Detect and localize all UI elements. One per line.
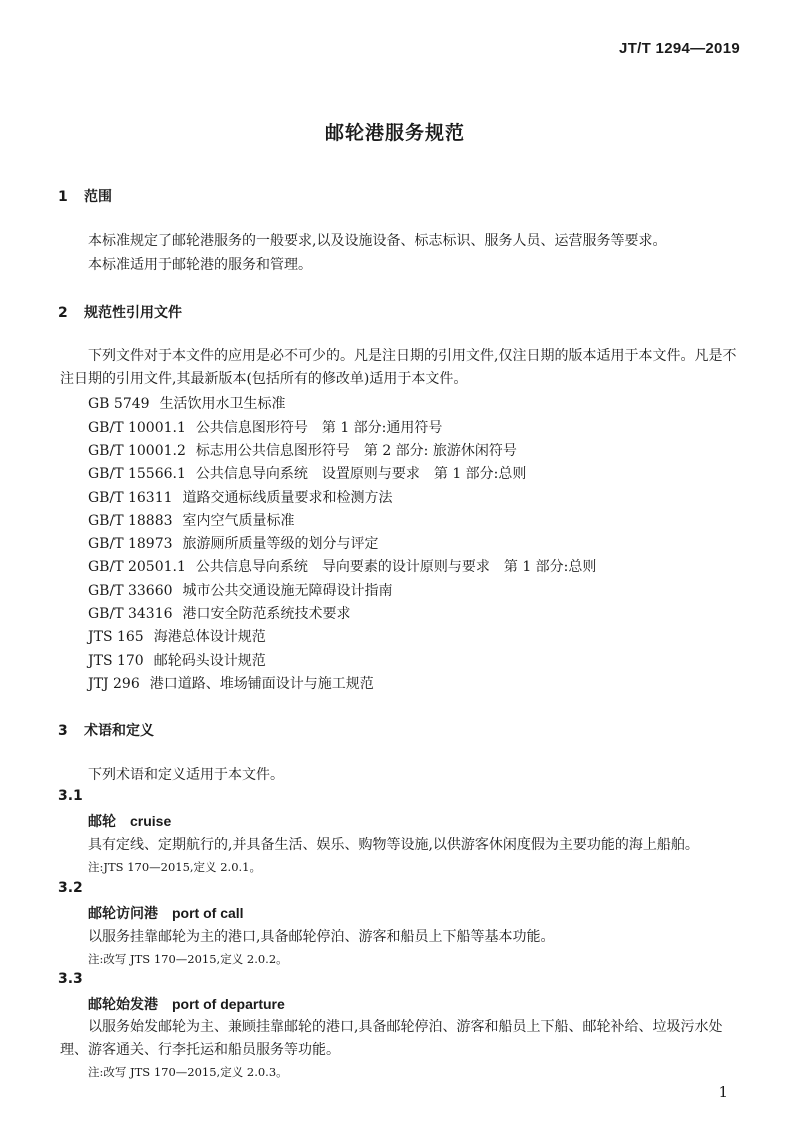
- paragraph: 本标准适用于邮轮港的服务和管理。: [88, 257, 312, 273]
- reference-item: [88, 673, 374, 693]
- term-definition: 以服务挂靠邮轮为主的港口,具备邮轮停泊、游客和船员上下船等基本功能。: [88, 929, 555, 945]
- section-title: 规范性引用文件: [84, 305, 182, 321]
- reference-code: GB/T 16311: [88, 490, 173, 506]
- paragraph: 下列术语和定义适用于本文件。: [88, 767, 284, 783]
- section-2-heading: [58, 302, 182, 322]
- reference-title: 城市公共交通设施无障碍设计指南: [182, 583, 393, 599]
- document-title: 邮轮港服务规范: [324, 122, 465, 144]
- term-zh: 邮轮: [88, 814, 116, 830]
- reference-code: GB/T 34316: [88, 606, 173, 622]
- reference-item: [88, 417, 442, 437]
- section-title: 范围: [84, 189, 112, 205]
- reference-title: 邮轮码头设计规范: [153, 653, 266, 669]
- reference-title: 公共信息导向系统 设置原则与要求 第 1 部分:总则: [195, 466, 527, 482]
- reference-title: 海港总体设计规范: [153, 629, 266, 645]
- reference-title: 公共信息图形符号 第 1 部分:通用符号: [195, 420, 443, 436]
- reference-code: GB/T 10001.1: [88, 420, 186, 436]
- term-note: 注:改写 JTS 170—2015,定义 2.0.3。: [88, 1065, 288, 1079]
- section-number: 1: [58, 189, 68, 205]
- reference-title: 生活饮用水卫生标准: [159, 396, 286, 412]
- term-en: cruise: [130, 813, 172, 829]
- standard-code: JT/T 1294—2019: [619, 40, 740, 57]
- reference-title: 标志用公共信息图形符号 第 2 部分: 旅游休闲符号: [195, 443, 517, 459]
- reference-code: JTS 165: [88, 629, 144, 645]
- section-title: 术语和定义: [84, 723, 154, 739]
- reference-code: JTJ 296: [88, 676, 140, 692]
- reference-item: [88, 463, 526, 483]
- reference-code: GB 5749: [88, 396, 150, 412]
- term-name: [88, 903, 244, 923]
- reference-code: JTS 170: [88, 653, 144, 669]
- reference-title: 公共信息导向系统 导向要素的设计原则与要求 第 1 部分:总则: [195, 559, 597, 575]
- term-name: [88, 811, 171, 831]
- reference-title: 港口安全防范系统技术要求: [182, 606, 351, 622]
- reference-title: 道路交通标线质量要求和检测方法: [182, 490, 393, 506]
- reference-item: [88, 510, 295, 530]
- term-en: port of departure: [172, 996, 285, 1012]
- term-zh: 邮轮访问港: [88, 906, 158, 922]
- term-en: port of call: [172, 905, 244, 921]
- reference-title: 室内空气质量标准: [182, 513, 295, 529]
- section-3-heading: [58, 720, 154, 740]
- reference-item: [88, 440, 517, 460]
- paragraph: 下列文件对于本文件的应用是必不可少的。凡是注日期的引用文件,仅注日期的版本适用于本文件。凡是不注日期的引用文件,其最新版本(包括所有的修改单)适用于本文件。: [60, 348, 737, 387]
- reference-code: GB/T 10001.2: [88, 443, 186, 459]
- page-number: 1: [718, 1083, 728, 1101]
- section-number: 2: [58, 305, 68, 321]
- reference-code: GB/T 18973: [88, 536, 173, 552]
- reference-item: [88, 393, 286, 413]
- reference-title: 港口道路、堆场铺面设计与施工规范: [149, 676, 374, 692]
- reference-item: [88, 556, 596, 576]
- paragraph: 本标准规定了邮轮港服务的一般要求,以及设施设备、标志标识、服务人员、运营服务等要求。: [88, 233, 667, 249]
- term-number: 3.2: [58, 880, 83, 896]
- reference-code: GB/T 15566.1: [88, 466, 186, 482]
- term-note: 注:改写 JTS 170—2015,定义 2.0.2。: [88, 952, 288, 966]
- section-1-heading: [58, 186, 112, 206]
- reference-item: [88, 580, 393, 600]
- reference-item: [88, 626, 266, 646]
- term-number: 3.3: [58, 971, 83, 987]
- term-name: [88, 994, 285, 1014]
- section-number: 3: [58, 723, 68, 739]
- term-zh: 邮轮始发港: [88, 997, 158, 1013]
- term-number: 3.1: [58, 788, 83, 804]
- term-note: 注:JTS 170—2015,定义 2.0.1。: [88, 860, 261, 874]
- term-definition: 以服务始发邮轮为主、兼顾挂靠邮轮的港口,具备邮轮停泊、游客和船员上下船、邮轮补给、垃圾污水处理、游客通关、行李托运和船员服务等功能。: [60, 1019, 723, 1058]
- reference-item: [88, 603, 351, 623]
- reference-title: 旅游厕所质量等级的划分与评定: [182, 536, 379, 552]
- reference-code: GB/T 18883: [88, 513, 173, 529]
- reference-item: [88, 487, 393, 507]
- term-definition: 具有定线、定期航行的,并具备生活、娱乐、购物等设施,以供游客休闲度假为主要功能的海上船舶。: [88, 837, 699, 853]
- reference-code: GB/T 33660: [88, 583, 173, 599]
- reference-code: GB/T 20501.1: [88, 559, 186, 575]
- reference-item: [88, 533, 379, 553]
- reference-item: [88, 650, 266, 670]
